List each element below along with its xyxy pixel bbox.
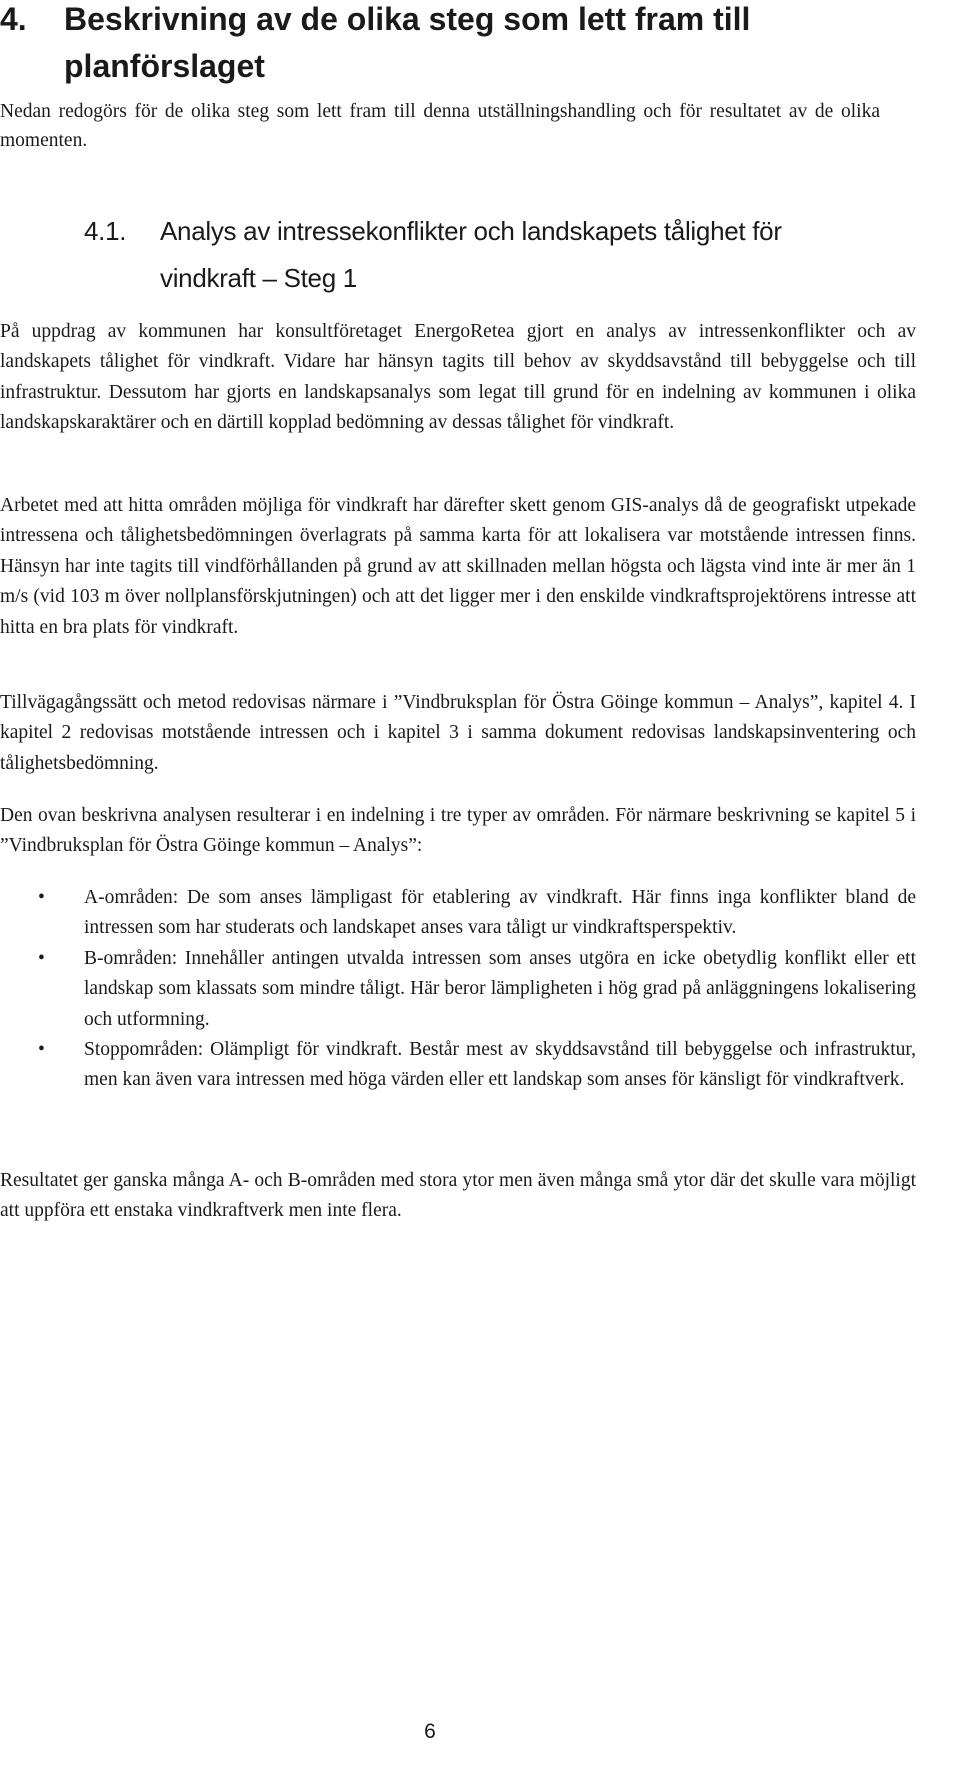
list-item — [0, 883, 916, 944]
body-paragraph-2 — [0, 491, 916, 643]
list-item-text: B-områden: Innehåller antingen utvalda intressen som anses utgöra en icke obetydlig konflikt eller ett landskap som klassats som mindre tåligt. Här beror lämpligheten i hög grad på anläggningens lokalisering och utformning. — [84, 947, 916, 1030]
conclusion-paragraph — [0, 1166, 916, 1227]
chapter-title: Beskrivning av de olika steg som lett fram till planförslaget — [64, 1, 751, 84]
intro-paragraph: Nedan redogörs för de olika steg som lett fram till denna utställningshandling och för resultatet av de olika momenten. — [0, 101, 880, 151]
bullet-icon: • — [38, 1039, 45, 1061]
list-item-text: Stoppområden: Olämpligt för vindkraft. Består mest av skyddsavstånd till bebyggelse och infrastruktur, men kan även vara intressen med höga värden eller ett landskap som anses för känsligt för vindkraftverk. — [84, 1039, 916, 1091]
body-paragraph-3 — [0, 688, 916, 779]
chapter-number: 4. — [0, 1, 27, 37]
paragraph: På uppdrag av kommunen har konsultföretaget EnergoRetea gjort en analys av intressenkonflikter och av landskapets tålighet för vindkraft. Vidare har hänsyn tagits till behov av skyddsavstånd till bebyggelse och till infrastruktur. Dessutom har gjorts en landskapsanalys som legat till grund för en indelning av kommunen i olika landskapskaraktärer och en därtill kopplad bedömning av dessas tålighet för vindkraft. — [0, 321, 916, 434]
body-paragraph-1 — [0, 317, 916, 439]
body-paragraph-4 — [0, 801, 916, 862]
list-item — [0, 944, 916, 1035]
paragraph: Arbetet med att hitta områden möjliga för vindkraft har därefter skett genom GIS-analys då de geografiskt utpekade intressena och tålighetsbedömningen överlagrats på samma karta för att lokalisera var motstående intressen finns. Hänsyn har inte tagits till vindförhållanden på grund av att skillnaden mellan högsta och lägsta vind inte är mer än 1 m/s (vid 103 m över nollplansförskjutningen) och att det ligger mer i den enskilde vindkraftsprojektörens intresse att hitta en bra plats för vindkraft. — [0, 495, 916, 638]
paragraph: Den ovan beskrivna analysen resulterar i en indelning i tre typer av områden. För närmare beskrivning se kapitel 5 i ”Vindbruksplan för Östra Göinge kommun – Analys”: — [0, 805, 916, 857]
bullet-icon: • — [38, 887, 45, 908]
paragraph: Tillvägagångssätt och metod redovisas närmare i ”Vindbruksplan för Östra Göinge kommun – Analys”, kapitel 4. I kapitel 2 redovisas motstående intressen och i kapitel 3 i samma dokument redovisas landskapsinventering och tålighetsbedömning. — [0, 692, 916, 774]
list-item-text: A-områden: De som anses lämpligast för etablering av vindkraft. Här finns inga konflikter bland de intressen som har studerats och landskapet anses vara tåligt ur vindkraftsperspektiv. — [84, 887, 916, 939]
bullet-icon: • — [38, 947, 45, 969]
list-item — [0, 1035, 916, 1096]
section-title: Analys av intressekonflikter och landskapets tålighet för vindkraft – Steg 1 — [160, 216, 782, 293]
bullet-list — [0, 883, 916, 1096]
section-number: 4.1. — [84, 216, 127, 246]
paragraph: Resultatet ger ganska många A- och B-områden med stora ytor men även många små ytor där det skulle vara möjligt att uppföra ett enstaka vindkraftverk men inte flera. — [0, 1170, 916, 1222]
page-number: 6 — [424, 1720, 436, 1743]
